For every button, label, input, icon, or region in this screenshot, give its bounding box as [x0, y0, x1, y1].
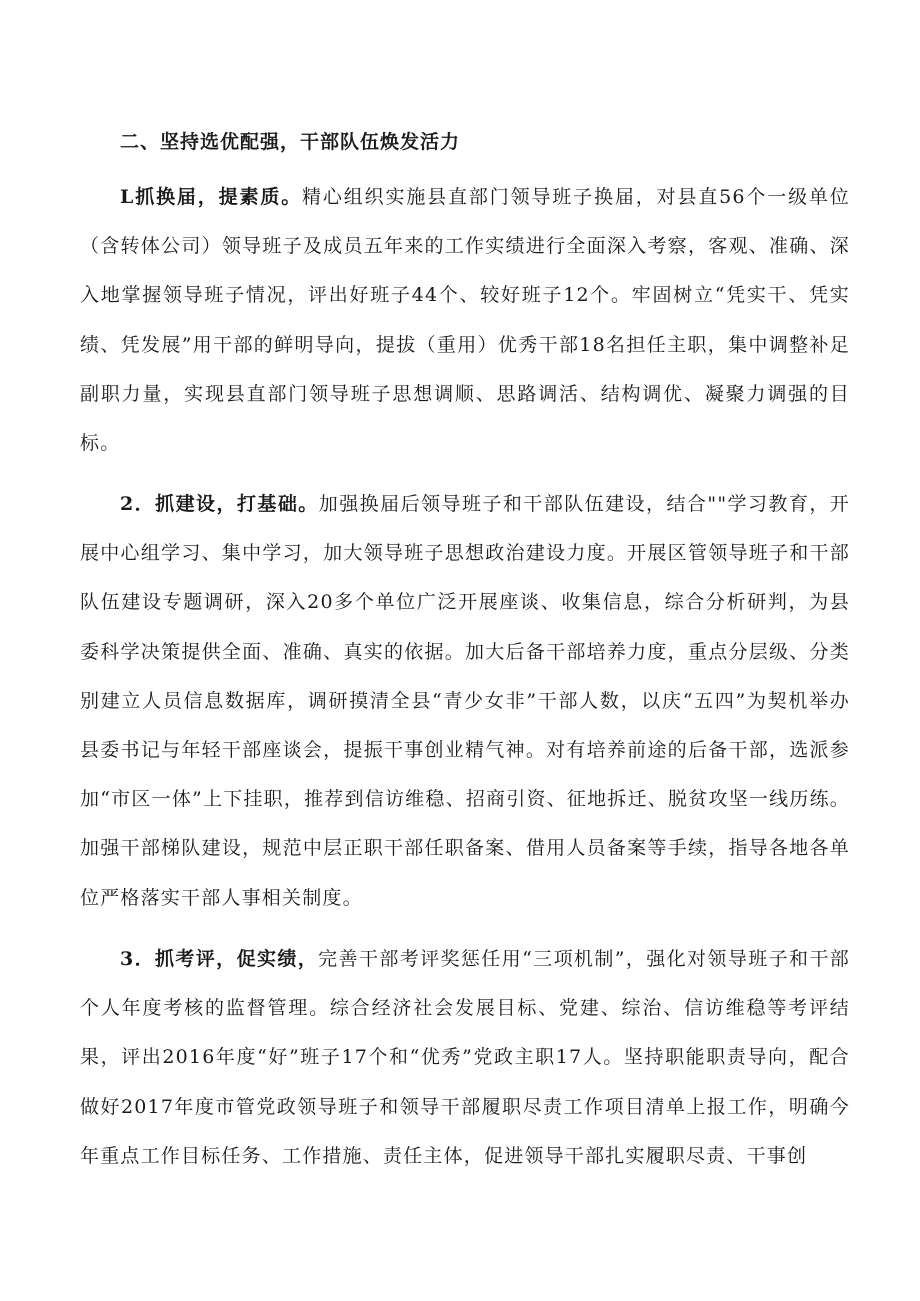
paragraph-3-body: 完善干部考评奖惩任用“三项机制”，强化对领导班子和干部个人年度考核的监督管理。综合经济社会发展目标、党建、综治、信访维稳等考评结果，评出2016年度“好”班子17个和“优秀”党政主职17人。坚持职能职责导向，配合做好2017年度市管党政领导班子和领导干部履职尽责工作项目清单上报工作，明确今年重点工作目标任务、工作措施、责任主体，促进领导干部扎实履职尽责、干事创 [80, 948, 850, 1167]
paragraph-1-lead: L抓换届，提素质。 [120, 186, 303, 208]
paragraph-1 [80, 173, 850, 468]
paragraph-2-body: 加强换届后领导班子和干部队伍建设，结合""学习教育，开展中心组学习、集中学习，加大领导班子思想政治建设力度。开展区管领导班子和干部队伍建设专题调研，深入20多个单位广泛开展座谈、收集信息，综合分析研判，为县委科学决策提供全面、准确、真实的依据。加大后备干部培养力度，重点分层级、分类别建立人员信息数据库，调研摸清全县“青少女非”干部人数，以庆“五四”为契机举办县委书记与年轻干部座谈会，提振干事创业精气神。对有培养前途的后备干部，选派参加“市区一体”上下挂职，推荐到信访维稳、招商引资、征地拆迁、脱贫攻坚一线历练。加强干部梯队建设，规范中层正职干部任职备案、借用人员备案等手续，指导各地各单位严格落实干部人事相关制度。 [80, 493, 850, 909]
section-heading: 二、坚持选优配强，干部队伍焕发活力 [120, 131, 461, 153]
paragraph-3 [80, 935, 850, 1181]
paragraph-1-body: 精心组织实施县直部门领导班子换届，对县直56个一级单位（含转体公司）领导班子及成员五年来的工作实绩进行全面深入考察，客观、准确、深入地掌握领导班子情况，评出好班子44个、较好班子12个。牢固树立“凭实干、凭实绩、凭发展”用干部的鲜明导向，提拔（重用）优秀干部18名担任主职，集中调整补足副职力量，实现县直部门领导班子思想调顺、思路调活、结构调优、凝聚力调强的目标。 [80, 186, 850, 455]
paragraph-2 [80, 480, 850, 923]
paragraph-2-lead: 2．抓建设，打基础。 [120, 493, 319, 515]
paragraph-3-lead: 3．抓考评，促实绩， [120, 948, 319, 970]
